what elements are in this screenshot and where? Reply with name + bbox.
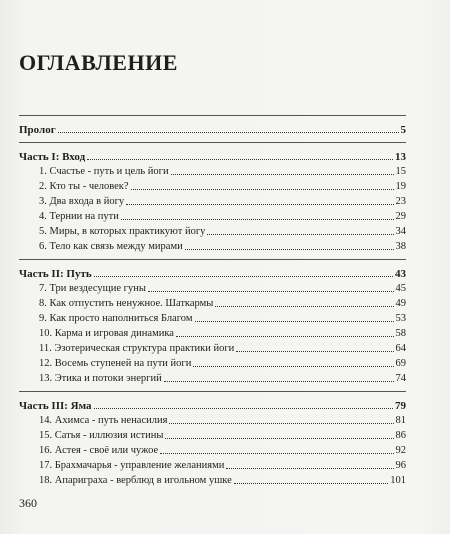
toc-page-number: 34: [395, 226, 406, 237]
toc-page-number: 43: [395, 268, 406, 280]
toc-label: 16. Астея - своё или чужое: [39, 445, 159, 456]
toc-label: 18. Апариграха - верблюд в игольном ушке: [39, 475, 232, 486]
toc-part-heading: [19, 265, 406, 280]
toc-page-number: 96: [395, 460, 406, 471]
toc-page-number: 23: [395, 196, 406, 207]
dot-leader: [176, 336, 394, 337]
toc-entry: [19, 193, 406, 208]
toc-label: Часть I: Вход: [19, 151, 86, 163]
divider: [19, 115, 406, 116]
dot-leader: [193, 366, 393, 367]
divider: [19, 391, 406, 392]
toc-page-number: 19: [395, 181, 406, 192]
toc-entry: [19, 310, 406, 325]
dot-leader: [164, 381, 394, 382]
toc-entry: [19, 325, 406, 340]
toc-entry-prologue: [19, 121, 406, 136]
dot-leader: [121, 219, 394, 220]
toc-label: 10. Карма и игровая динамика: [39, 328, 174, 339]
toc-page-number: 13: [395, 151, 406, 163]
toc-label: 5. Миры, в которых практикуют йогу: [39, 226, 206, 237]
toc-page-number: 5: [400, 124, 406, 136]
toc-entry: [19, 163, 406, 178]
toc-page-number: 58: [395, 328, 406, 339]
toc-page-number: 53: [395, 313, 406, 324]
dot-leader: [94, 408, 393, 409]
divider: [19, 259, 406, 260]
dot-leader: [94, 276, 393, 277]
dot-leader: [185, 249, 394, 250]
dot-leader: [215, 306, 393, 307]
divider: [19, 142, 406, 143]
toc-page-number: 49: [395, 298, 406, 309]
toc-page-number: 81: [395, 415, 406, 426]
toc-label: 12. Восемь ступеней на пути йоги: [39, 358, 192, 369]
toc-label: 1. Счастье - путь и цель йоги: [39, 166, 169, 177]
toc-label: 11. Эзотерическая структура практики йоги: [39, 343, 235, 354]
page-number: 360: [19, 496, 37, 510]
toc-page-number: 64: [395, 343, 406, 354]
table-of-contents: [19, 107, 406, 487]
toc-label: 3. Два входа в йогу: [39, 196, 125, 207]
toc-label: Часть II: Путь: [19, 268, 92, 280]
toc-entry: [19, 442, 406, 457]
toc-label: 4. Тернии на пути: [39, 211, 119, 222]
toc-part-heading: [19, 397, 406, 412]
toc-page-number: 101: [390, 475, 406, 486]
toc-label: 2. Кто ты - человек?: [39, 181, 129, 192]
toc-label: 9. Как просто наполниться Благом: [39, 313, 193, 324]
dot-leader: [207, 234, 393, 235]
toc-entry: [19, 370, 406, 385]
toc-page-number: 29: [395, 211, 406, 222]
toc-page-number: 38: [395, 241, 406, 252]
dot-leader: [87, 159, 393, 160]
dot-leader: [195, 321, 394, 322]
toc-entry: [19, 412, 406, 427]
dot-leader: [131, 189, 394, 190]
dot-leader: [171, 174, 394, 175]
toc-label: 13. Этика и потоки энергий: [39, 373, 162, 384]
toc-page-number: 92: [395, 445, 406, 456]
toc-page-number: 74: [395, 373, 406, 384]
toc-label: Пролог: [19, 124, 56, 136]
toc-entry: [19, 238, 406, 253]
toc-page-number: 86: [395, 430, 406, 441]
toc-entry: [19, 340, 406, 355]
dot-leader: [236, 351, 393, 352]
toc-entry: [19, 295, 406, 310]
toc-page-number: 45: [395, 283, 406, 294]
toc-label: 6. Тело как связь между мирами: [39, 241, 183, 252]
dot-leader: [160, 453, 393, 454]
toc-label: 15. Сатья - иллюзия истины: [39, 430, 164, 441]
toc-label: 17. Брахмачарья - управление желаниями: [39, 460, 225, 471]
toc-entry: [19, 208, 406, 223]
toc-label: 8. Как отпустить ненужное. Шаткармы: [39, 298, 214, 309]
dot-leader: [165, 438, 393, 439]
toc-entry: [19, 472, 406, 487]
dot-leader: [226, 468, 393, 469]
dot-leader: [126, 204, 393, 205]
dot-leader: [234, 483, 388, 484]
toc-part-heading: [19, 148, 406, 163]
toc-entry: [19, 178, 406, 193]
toc-label: 14. Ахимса - путь ненасилия: [39, 415, 168, 426]
toc-entry: [19, 280, 406, 295]
toc-page-number: 15: [395, 166, 406, 177]
toc-entry: [19, 427, 406, 442]
toc-page-number: 79: [395, 400, 406, 412]
toc-entry: [19, 457, 406, 472]
toc-label: Часть III: Яма: [19, 400, 92, 412]
toc-page-number: 69: [395, 358, 406, 369]
dot-leader: [148, 291, 394, 292]
toc-entry: [19, 355, 406, 370]
dot-leader: [169, 423, 393, 424]
dot-leader: [58, 132, 399, 133]
toc-label: 7. Три вездесущие гуны: [39, 283, 146, 294]
page-title: ОГЛАВЛЕНИЕ: [19, 50, 178, 75]
toc-entry: [19, 223, 406, 238]
